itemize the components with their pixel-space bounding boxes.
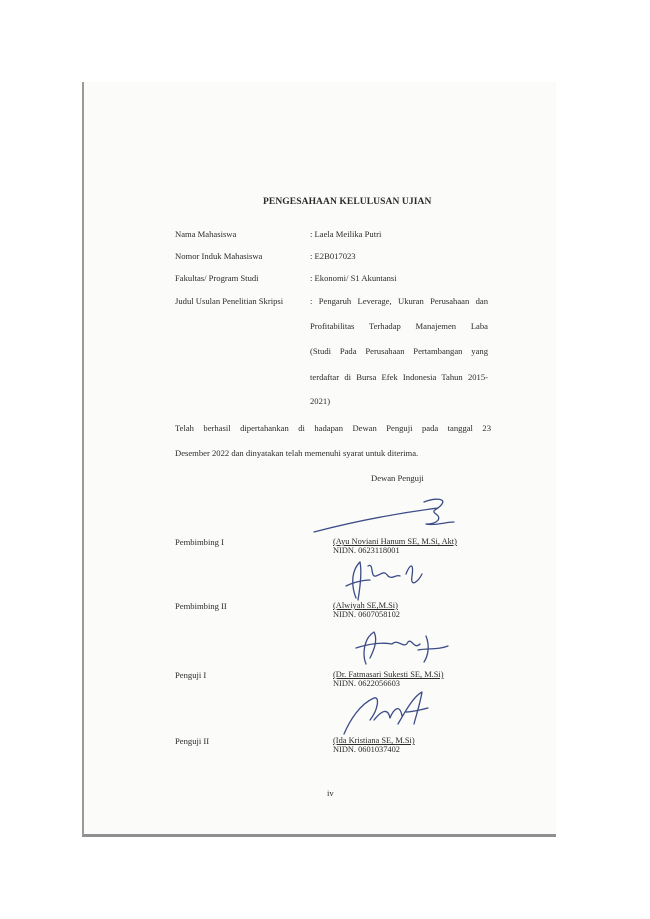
role-penguji-1: Penguji I <box>175 670 207 680</box>
document-title: PENGESAHAAN KELULUSAN UJIAN <box>263 197 432 207</box>
thesis-title-line: 2021) <box>310 396 331 406</box>
signatory-nidn: NIDN. 0623118001 <box>333 546 400 555</box>
label-student-name: Nama Mahasiswa <box>175 229 237 239</box>
value-student-id: : E2B017023 <box>310 251 356 261</box>
signatory-name: (Dr. Fatmasari Sukesti SE, M.Si) <box>333 670 444 679</box>
thesis-title-line: terdaftar di Bursa Efek Indonesia Tahun 2015- <box>310 372 488 382</box>
thesis-title-line: Profitabilitas Terhadap Manajemen Laba <box>310 321 488 331</box>
signatory-name: (Ayu Noviani Hanum SE, M.Si, Akt) <box>333 537 457 546</box>
value-faculty-program: : Ekonomi/ S1 Akuntansi <box>310 273 397 283</box>
signature-pembimbing-2 <box>340 558 450 602</box>
document-page <box>82 82 556 837</box>
signature-penguji-1 <box>352 628 462 666</box>
signature-pembimbing-1 <box>312 496 462 536</box>
thesis-title-line: (Studi Pada Perusahaan Pertambangan yang <box>310 346 488 356</box>
signatory-nidn: NIDN. 0622056603 <box>333 679 400 688</box>
statement-line: Desember 2022 dan dinyatakan telah memenuhi syarat untuk diterima. <box>175 448 419 458</box>
thesis-title-line: : Pengaruh Leverage, Ukuran Perusahaan dan <box>310 296 488 306</box>
label-thesis-title: Judul Usulan Penelitian Skripsi <box>175 296 284 306</box>
page-number: iv <box>327 788 334 798</box>
value-student-name: : Laela Meilika Putri <box>310 229 382 239</box>
label-student-id: Nomor Induk Mahasiswa <box>175 251 263 261</box>
signature-penguji-2 <box>340 690 440 736</box>
role-penguji-2: Penguji II <box>175 736 210 746</box>
board-heading: Dewan Penguji <box>371 473 424 483</box>
role-pembimbing-1: Pembimbing I <box>175 537 224 547</box>
role-pembimbing-2: Pembimbing II <box>175 601 227 611</box>
label-faculty-program: Fakultas/ Program Studi <box>175 273 259 283</box>
signatory-nidn: NIDN. 0607058102 <box>333 610 400 619</box>
signatory-nidn: NIDN. 0601037402 <box>333 745 400 754</box>
statement-line: Telah berhasil dipertahankan di hadapan Dewan Penguji pada tanggal 23 <box>175 423 491 433</box>
signatory-name: (Ida Kristiana SE, M.Si) <box>333 736 415 745</box>
signatory-name: (Alwiyah SE,M.Si) <box>333 601 398 610</box>
